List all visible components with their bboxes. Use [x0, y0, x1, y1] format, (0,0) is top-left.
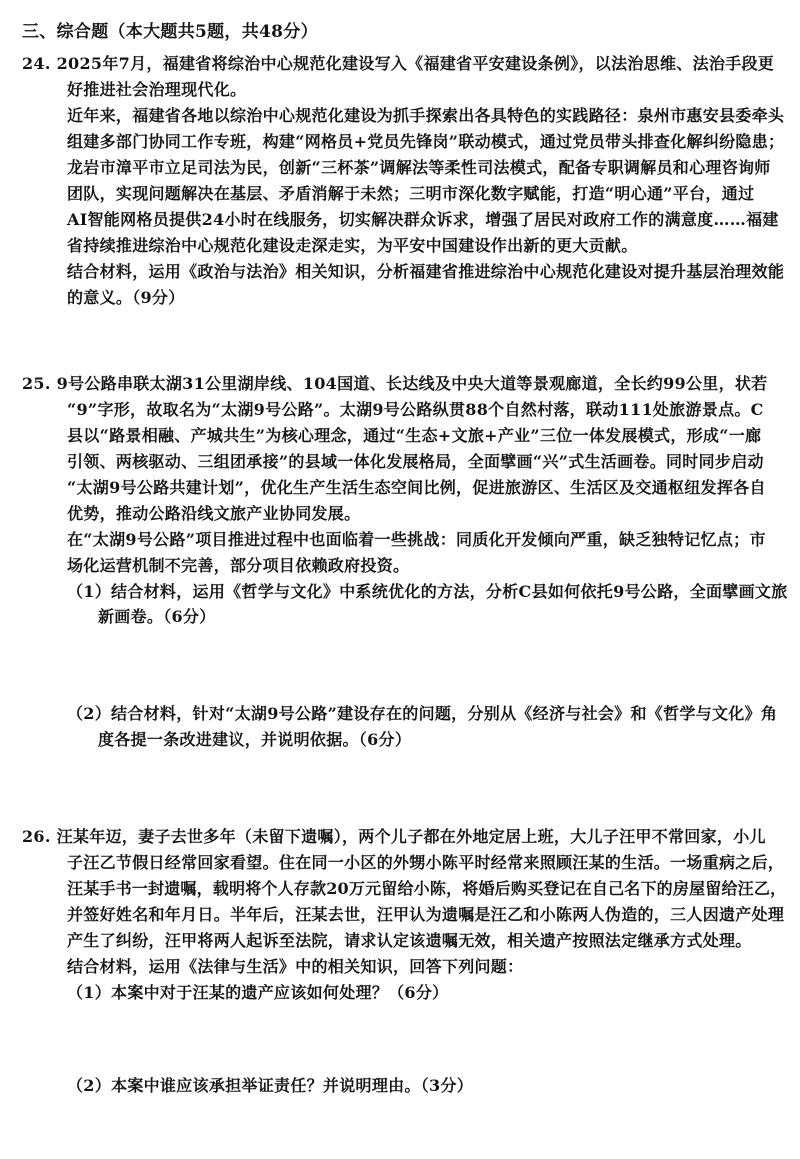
q24-line-6: 团队，实现问题解决在基层、矛盾消解于未然；三明市深化数字赋能，打造“明心通”平台，通过: [67, 184, 755, 203]
q25-line-4: 引领、两核驱动、三组团承接”的县域一体化发展格局，全面擘画“兴”式生活画卷。同时同步启动: [67, 452, 764, 471]
q25-line-3: 县以“路景相融、产城共生”为核心理念，通过“生态+文旅+产业”三位一体发展模式，形成“一廊: [67, 426, 762, 445]
q25-sub1-line-2: 新画卷。（6分）: [98, 607, 216, 626]
q24-line-4: 组建多部门协同工作专班，构建“网格员+党员先锋岗”联动模式，通过党员带头排查化解纠纷隐患；: [67, 132, 785, 151]
q25-line-2: “9”字形，故取名为“太湖9号公路”。太湖9号公路纵贯88个自然村落，联动111处旅游景点。C: [67, 400, 764, 419]
q25-line-6: 优势，推动公路沿线文旅产业协同发展。: [67, 504, 361, 523]
q26-line-1: 26. 汪某年迈，妻子去世多年（未留下遗嘱），两个儿子都在外地定居上班，大儿子汪甲不常回家，小儿: [22, 827, 766, 846]
q25-sub2-line-2: 度各提一条改进建议，并说明依据。（6分）: [98, 730, 412, 749]
q26-line-5: 产生了纠纷，汪甲将两人起诉至法院，请求认定该遗嘱无效，相关遗产按照法定继承方式处理。: [67, 931, 752, 950]
q25-line-5: “太湖9号公路共建计划”，优化生产生活生态空间比例，促进旅游区、生活区及交通枢纽发挥各自: [67, 478, 766, 497]
q24-line-9: 结合材料，运用《政治与法治》相关知识，分析福建省推进综治中心规范化建设对提升基层治理效能: [67, 262, 785, 281]
q24-line-10: 的意义。（9分）: [67, 288, 185, 307]
q24-line-7: AI智能网格员提供24小时在线服务，切实解决群众诉求，增强了居民对政府工作的满意度……福建: [67, 210, 779, 229]
section-header: 三、综合题（本大题共5题，共48分）: [22, 22, 318, 42]
q25-line-8: 场化运营机制不完善，部分项目依赖政府投资。: [67, 556, 410, 575]
q26-line-4: 并签好姓名和年月日。半年后，汪某去世，汪甲认为遗嘱是汪乙和小陈两人伪造的，三人因遗产处理: [67, 905, 785, 924]
q26-sub1: （1）本案中对于汪某的遗产应该如何处理？（6分）: [67, 983, 449, 1002]
q25-sub1-line-1: （1）结合材料，运用《哲学与文化》中系统优化的方法，分析C县如何依托9号公路，全面擘画文旅: [67, 582, 788, 601]
q24-line-8: 省持续推进综治中心规范化建设走深走实，为平安中国建设作出新的更大贡献。: [67, 236, 638, 255]
q25-line-7: 在“太湖9号公路”项目推进过程中也面临着一些挑战：同质化开发倾向严重，缺乏独特记忆点；市: [67, 530, 766, 549]
q24-line-1: 24. 2025年7月，福建省将综治中心规范化建设写入《福建省平安建设条例》，以法治思维、法治手段更: [22, 54, 775, 73]
q26-line-2: 子汪乙节假日经常回家看望。住在同一小区的外甥小陈平时经常来照顾汪某的生活。一场重病之后，: [67, 853, 785, 872]
q26-sub2: （2）本案中谁应该承担举证责任？并说明理由。（3分）: [67, 1076, 474, 1095]
q26-line-6: 结合材料，运用《法律与生活》中的相关知识，回答下列问题：: [67, 957, 524, 976]
q26-line-3: 汪某手书一封遗嘱，载明将个人存款20万元留给小陈，将婚后购买登记在自己名下的房屋留给汪乙，: [67, 879, 787, 898]
q24-line-3: 近年来，福建省各地以综治中心规范化建设为抓手探索出各具特色的实践路径：泉州市惠安县委牵头: [67, 106, 785, 125]
q24-line-5: 龙岩市漳平市立足司法为民，创新“三杯茶”调解法等柔性司法模式，配备专职调解员和心理咨询师: [67, 158, 771, 177]
q25-line-1: 25. 9号公路串联太湖31公里湖岸线、104国道、长达线及中央大道等景观廊道，全长约99公里，状若: [22, 374, 768, 393]
q24-line-2: 好推进社会治理现代化。: [67, 80, 247, 99]
q25-sub2-line-1: （2）结合材料，针对“太湖9号公路”建设存在的问题，分别从《经济与社会》和《哲学与文化》角: [67, 704, 778, 723]
